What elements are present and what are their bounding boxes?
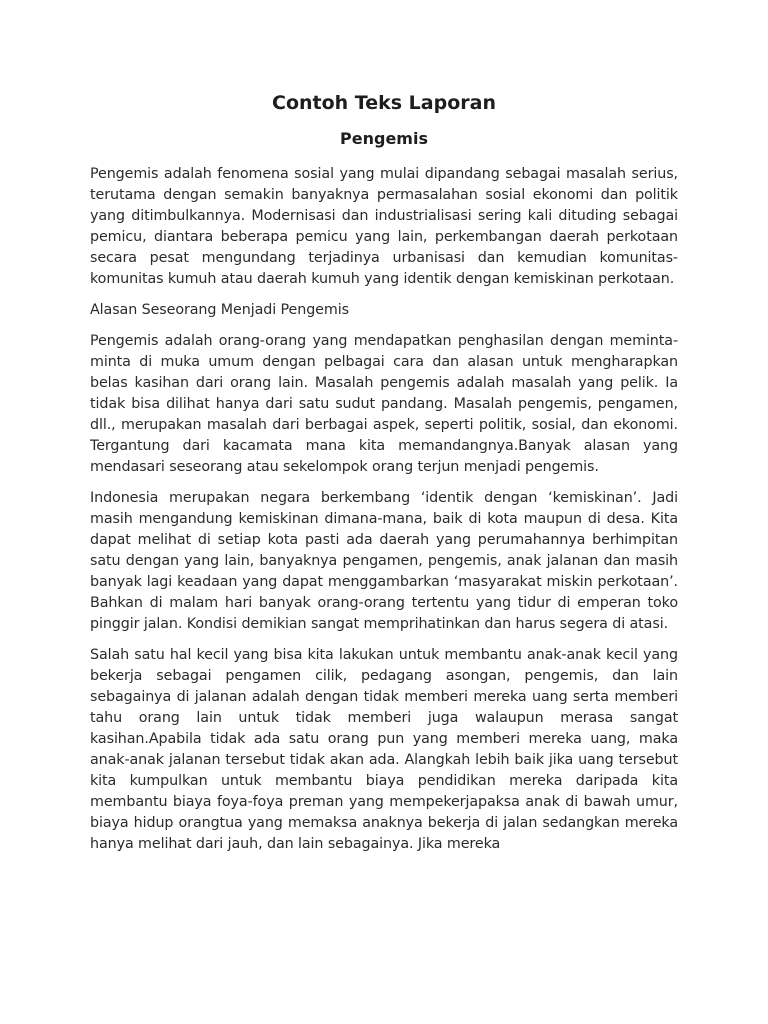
document-subtitle: Pengemis — [340, 129, 428, 148]
section-heading: Alasan Seseorang Menjadi Pengemis — [90, 302, 349, 318]
paragraph-indonesia: Indonesia merupakan negara berkembang ‘identik dengan ‘kemiskinan’. Jadi masih mengandung kemiskinan dimana-mana, baik di kota maupun di desa. Kita dapat melihat di setiap kota pasti ada daerah yang perumahannya berhimpitan satu dengan yang lain, banyaknya pengamen, pengemis, anak jalanan dan masih banyak lagi keadaan yang dapat menggambarkan ‘masyarakat miskin perkotaan’. Bahkan di malam hari banyak orang-orang tertentu yang tidur di emperan toko pinggir jalan. Kondisi demikian sangat memprihatinkan dan harus segera di atasi. — [90, 490, 678, 632]
paragraph-intro: Pengemis adalah fenomena sosial yang mulai dipandang sebagai masalah serius, terutama dengan semakin banyaknya permasalahan sosial ekonomi dan politik yang ditimbulkannya. Modernisasi dan industrialisasi sering kali dituding sebagai pemicu, diantara beberapa pemicu yang lain, perkembangan daerah perkotaan secara pesat mengundang terjadinya urbanisasi dan kemudian komunitas-komunitas kumuh atau daerah kumuh yang identik dengan kemiskinan perkotaan. — [90, 166, 678, 287]
paragraph-definition: Pengemis adalah orang-orang yang mendapatkan penghasilan dengan meminta-minta di muka umum dengan pelbagai cara dan alasan untuk mengharapkan belas kasihan dari orang lain. Masalah pengemis adalah masalah yang pelik. Ia tidak bisa dilihat hanya dari satu sudut pandang. Masalah pengemis, pengamen, dll., merupakan masalah dari berbagai aspek, seperti politik, sosial, dan ekonomi. Tergantung dari kacamata mana kita memandangnya.Banyak alasan yang mendasari seseorang atau sekelompok orang terjun menjadi pengemis. — [90, 333, 678, 475]
document-page — [90, 88, 678, 865]
paragraph-solution: Salah satu hal kecil yang bisa kita lakukan untuk membantu anak-anak kecil yang bekerja sebagai pengamen cilik, pedagang asongan, pengemis, dan lain sebagainya di jalanan adalah dengan tidak memberi mereka uang serta memberi tahu orang lain untuk tidak memberi juga walaupun merasa sangat kasihan.Apabila tidak ada satu orang pun yang memberi mereka uang, maka anak-anak jalanan tersebut tidak akan ada. Alangkah lebih baik jika uang tersebut kita kumpulkan untuk membantu biaya pendidikan mereka daripada kita membantu biaya foya-foya preman yang mempekerjapaksa anak di bawah umur, biaya hidup orangtua yang memaksa anaknya bekerja di jalan sedangkan mereka hanya melihat dari jauh, dan lain sebagainya. Jika mereka — [90, 647, 678, 852]
document-title: Contoh Teks Laporan — [272, 92, 496, 114]
